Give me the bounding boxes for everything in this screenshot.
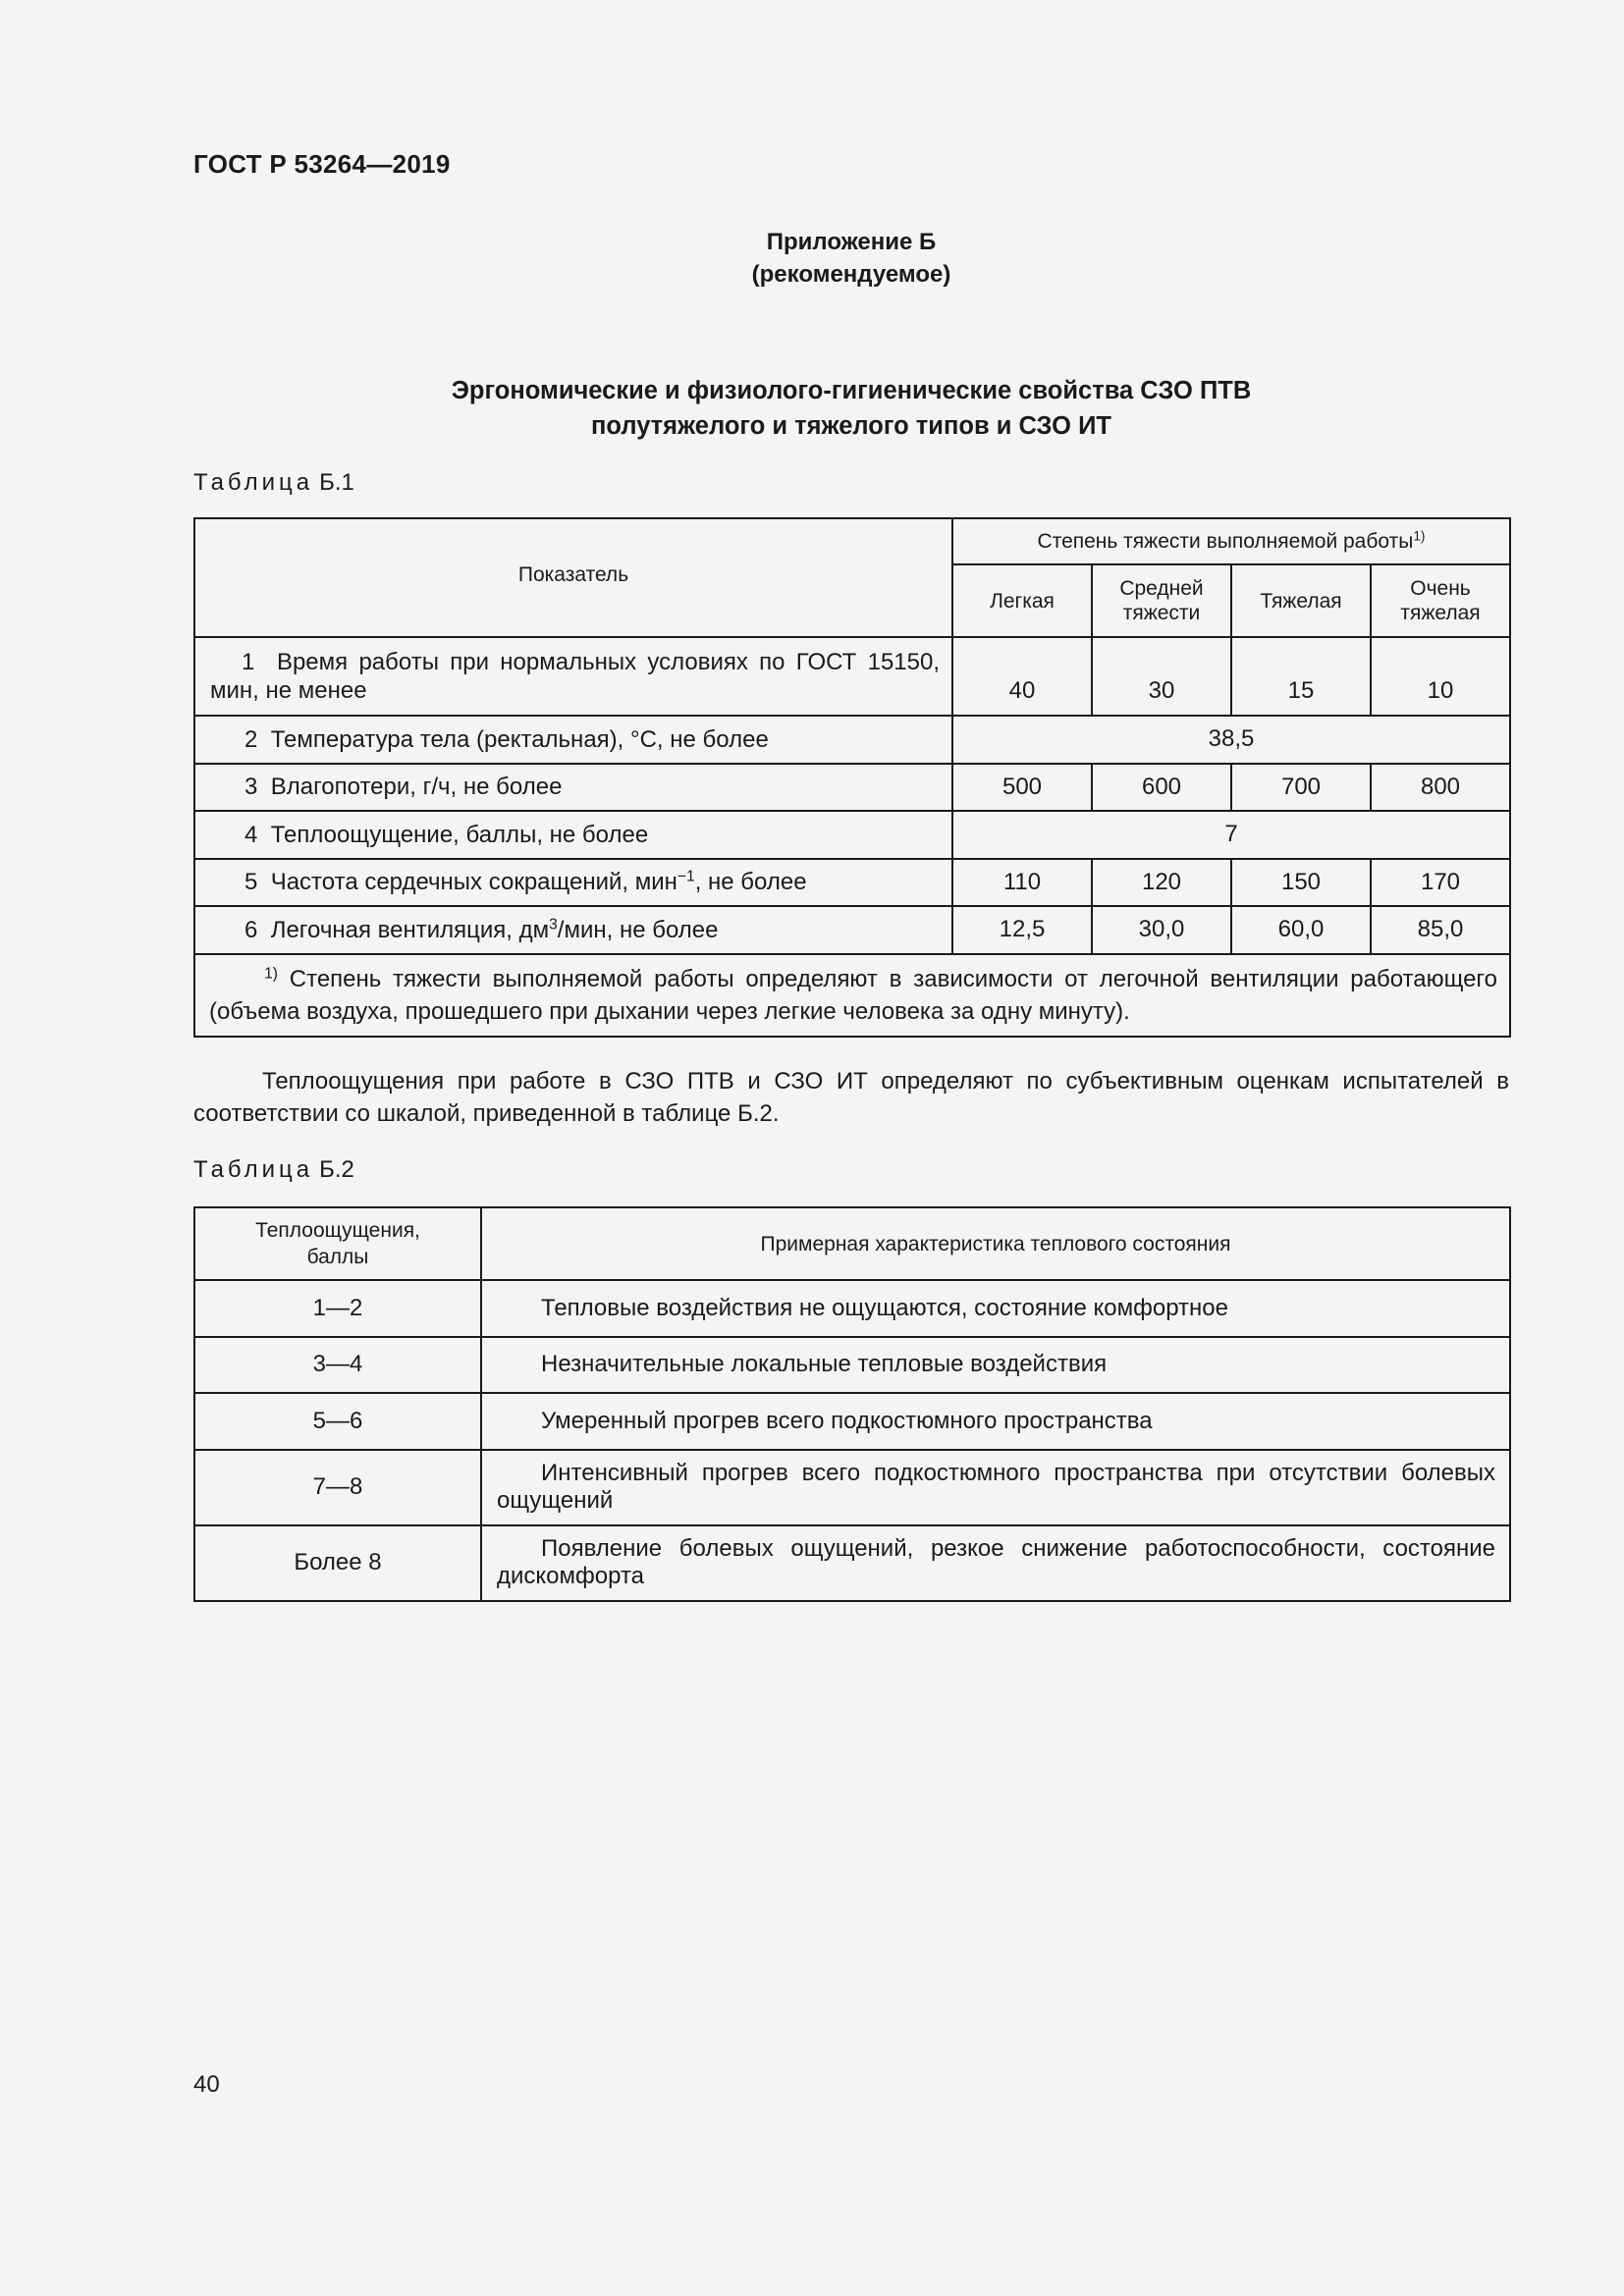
table1-subheader-medium: Средней тяжести <box>1092 564 1231 637</box>
cell-value: 15 <box>1231 637 1371 716</box>
table1 <box>193 517 1511 1038</box>
page-number: 40 <box>193 2071 220 2098</box>
cell-value: 10 <box>1371 637 1510 716</box>
table-row <box>194 1525 1510 1601</box>
score-cell: 1—2 <box>194 1280 481 1337</box>
table-row <box>194 811 1510 859</box>
table-row <box>194 859 1510 907</box>
score-cell: Более 8 <box>194 1525 481 1601</box>
table2-header-row <box>194 1207 1510 1280</box>
cell-value: 700 <box>1231 764 1371 812</box>
row-label: 3 Влагопотери, г/ч, не более <box>194 764 952 812</box>
table1-header-indicator: Показатель <box>194 518 952 637</box>
cell-value: 30 <box>1092 637 1231 716</box>
table-row <box>194 906 1510 954</box>
cell-value-merged: 38,5 <box>952 716 1510 764</box>
table-row <box>194 1280 1510 1337</box>
cell-value: 600 <box>1092 764 1231 812</box>
table-row <box>194 1450 1510 1525</box>
section-title <box>193 373 1509 444</box>
cell-value: 60,0 <box>1231 906 1371 954</box>
cell-value: 85,0 <box>1371 906 1510 954</box>
table-row <box>194 764 1510 812</box>
table1-subheader-very-heavy: Очень тяжелая <box>1371 564 1510 637</box>
cell-value: 12,5 <box>952 906 1092 954</box>
section-title-line1: Эргономические и физиолого-гигиенические свойства СЗО ПТВ <box>451 377 1252 404</box>
table-row <box>194 716 1510 764</box>
table1-header-row <box>194 518 1510 564</box>
table1-subheader-light: Легкая <box>952 564 1092 637</box>
table1-caption <box>193 469 354 497</box>
table1-footnote-row <box>194 954 1510 1037</box>
cell-value: 120 <box>1092 859 1231 907</box>
score-cell: 7—8 <box>194 1450 481 1525</box>
description-cell: Интенсивный прогрев всего подкостюмного пространства при отсутствии болевых ощущений <box>481 1450 1510 1525</box>
description-cell: Незначительные локальные тепловые воздействия <box>481 1337 1510 1394</box>
cell-value: 40 <box>952 637 1092 716</box>
table2-caption-word: Таблица <box>193 1156 314 1183</box>
cell-value: 170 <box>1371 859 1510 907</box>
body-paragraph: Теплоощущения при работе в СЗО ПТВ и СЗО ИТ определяют по субъективным оценкам испытателей в соответствии со шкалой, приведенной в таблице Б.2. <box>193 1068 1509 1127</box>
description-cell: Умеренный прогрев всего подкостюмного пространства <box>481 1393 1510 1450</box>
row-label: 2 Температура тела (ректальная), °С, не более <box>194 716 952 764</box>
description-cell: Тепловые воздействия не ощущаются, состояние комфортное <box>481 1280 1510 1337</box>
row-label: 4 Теплоощущение, баллы, не более <box>194 811 952 859</box>
score-cell: 5—6 <box>194 1393 481 1450</box>
row-label: 1 Время работы при нормальных условиях по ГОСТ 15150, мин, не менее <box>194 637 952 716</box>
table-row <box>194 637 1510 716</box>
table1-header-group: Степень тяжести выполняемой работы$^{1)}$ <box>952 518 1510 564</box>
cell-value: 800 <box>1371 764 1510 812</box>
cell-value: 30,0 <box>1092 906 1231 954</box>
description-cell: Появление болевых ощущений, резкое снижение работоспособности, состояние дискомфорта <box>481 1525 1510 1601</box>
table2 <box>193 1206 1511 1602</box>
cell-value: 150 <box>1231 859 1371 907</box>
row-label: 6 Легочная вентиляция, $дм^3$/мин, не более <box>194 906 952 954</box>
table2-header-score: Теплоощущения, баллы <box>194 1207 481 1280</box>
table-row <box>194 1393 1510 1450</box>
cell-value-merged: 7 <box>952 811 1510 859</box>
table1-footnote: $^{1)}$ Степень тяжести выполняемой работы определяют в зависимости от легочной вентиляции работающего (объема воздуха, прошедшего при дыхании через легкие человека за одну минуту). <box>194 954 1510 1037</box>
table2-caption-number: Б.2 <box>319 1156 354 1183</box>
footnote-ref: 1) <box>1413 528 1426 543</box>
table1-caption-number: Б.1 <box>319 469 354 496</box>
table2-caption <box>193 1156 354 1184</box>
section-title-line2: полутяжелого и тяжелого типов и СЗО ИТ <box>590 412 1112 440</box>
appendix-heading <box>193 226 1509 291</box>
table1-caption-word: Таблица <box>193 469 314 496</box>
appendix-title: Приложение Б <box>766 229 937 255</box>
appendix-subtitle: (рекомендуемое) <box>751 261 951 288</box>
table-row <box>194 1337 1510 1394</box>
cell-value: 110 <box>952 859 1092 907</box>
table1-subheader-heavy: Тяжелая <box>1231 564 1371 637</box>
table2-header-description: Примерная характеристика теплового состояния <box>481 1207 1510 1280</box>
row-label: 5 Частота сердечных сокращений, мин$^{-1}$, не более <box>194 859 952 907</box>
score-cell: 3—4 <box>194 1337 481 1394</box>
cell-value: 500 <box>952 764 1092 812</box>
document-code: ГОСТ Р 53264—2019 <box>193 149 451 179</box>
